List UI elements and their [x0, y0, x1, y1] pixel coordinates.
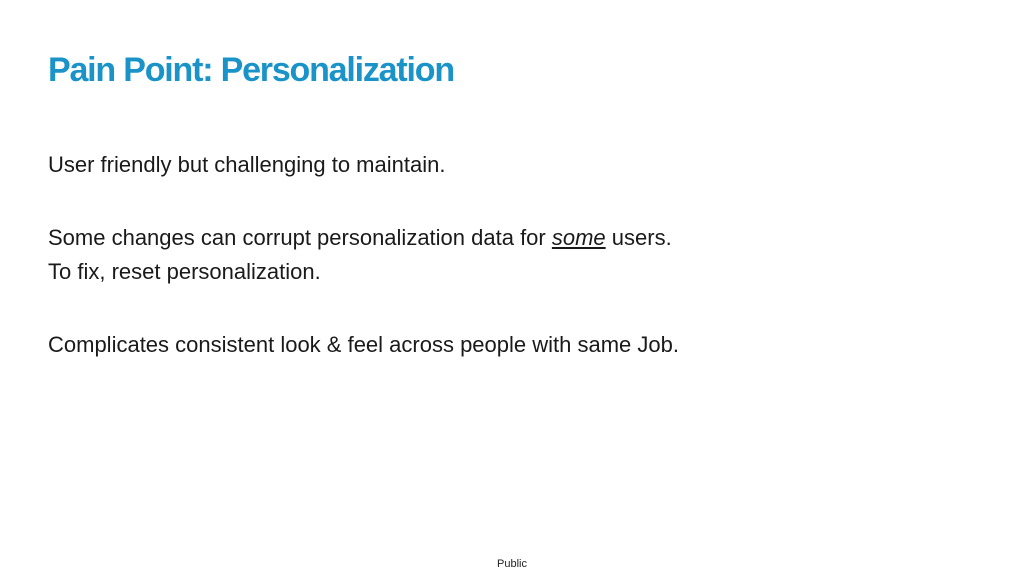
body-line-consistency: Complicates consistent look & feel across people with same Job.	[48, 332, 679, 357]
classification-label: Public	[497, 558, 527, 570]
body-line-user-friendly: User friendly but challenging to maintain.	[48, 152, 446, 177]
paragraph-gap	[48, 289, 978, 328]
body-line-corrupt-data	[48, 221, 978, 255]
corrupt-data-text-before: Some changes can corrupt personalization data for	[48, 225, 552, 250]
corrupt-data-text-after: users.	[605, 225, 672, 250]
slide-title: Pain Point: Personalization	[48, 51, 454, 89]
paragraph-gap	[48, 182, 978, 221]
slide-body	[48, 148, 978, 362]
emphasis-some: some	[551, 225, 606, 250]
body-line-reset: To fix, reset personalization.	[48, 259, 321, 284]
